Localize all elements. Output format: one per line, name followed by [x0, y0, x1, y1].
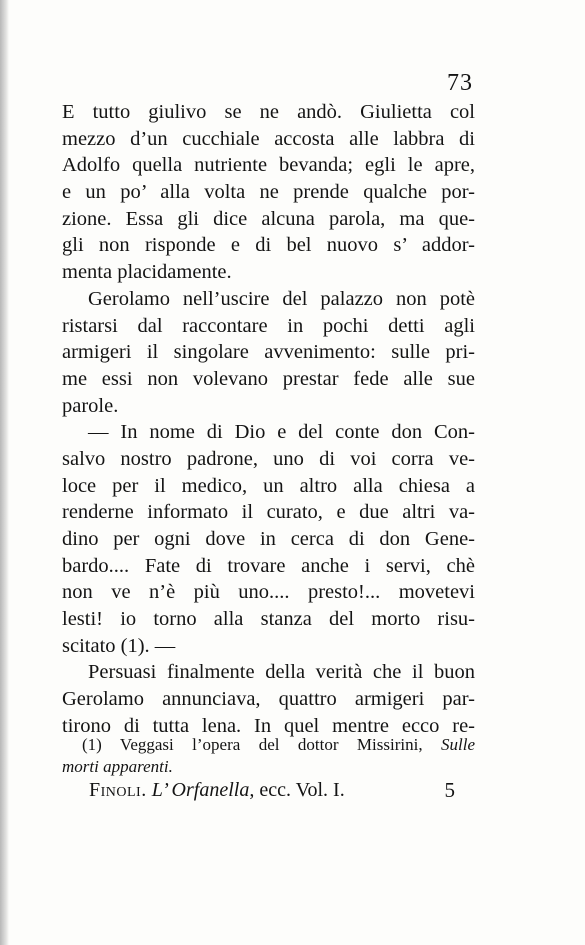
text-line: dino per ogni dove in cerca di don Gene- — [62, 528, 475, 550]
text-line: tirono di tutta lena. In quel mentre ecco re- — [62, 714, 475, 737]
text-line: gli non risponde e di bel nuovo s’ addor- — [62, 234, 475, 257]
text-line: bardo.... Fate di trovare anche i servi, chè — [62, 554, 475, 577]
text-line: salvo nostro padrone, uno di voi corra ve- — [62, 447, 475, 470]
text-line: non ve n’è più uno.... presto!... movetevi — [62, 581, 475, 604]
text-line: me essi non volevano prestar fede alle sue — [62, 367, 475, 390]
signature-author: Finoli. — [89, 779, 147, 801]
signature-volume: ecc. Vol. I. — [254, 779, 345, 801]
footnote-title: Sulle — [441, 735, 475, 754]
text-line: scitato (1). — — [62, 634, 176, 657]
signature-mark: 5 — [444, 778, 455, 802]
text-line: — In nome di Dio e del conte don Con- — [88, 421, 475, 444]
text-line: ristarsi dal raccontare in pochi detti agli — [62, 314, 475, 337]
text-line: e un po’ alla volta ne prende qualche por- — [62, 181, 475, 204]
text-line: Gerolamo annunciava, quattro armigeri par- — [62, 688, 475, 711]
signature-book-title: L’ Orfanella, — [151, 779, 255, 801]
text-line: zione. Essa gli dice alcuna parola, ma que- — [62, 207, 475, 230]
footnote-title-cont: morti apparenti. — [62, 757, 173, 776]
footnote-line — [62, 734, 475, 756]
page-binding-edge — [0, 0, 9, 945]
text-line: E tutto giulivo se ne andò. Giulietta col — [62, 101, 475, 123]
text-line: armigeri il singolare avvenimento: sulle pri- — [62, 341, 475, 364]
text-line: Adolfo quella nutriente bevanda; egli le apre, — [62, 154, 475, 177]
text-line: renderne informato il curato, e due altri va- — [62, 501, 475, 524]
text-line: parole. — [62, 394, 119, 417]
text-line: Gerolamo nell’uscire del palazzo non potè — [88, 287, 475, 310]
text-line: Persuasi finalmente della verità che il buon — [88, 661, 475, 684]
page-number: 73 — [447, 70, 473, 96]
footnote-line — [62, 756, 475, 778]
text-line: menta placidamente. — [62, 261, 232, 284]
signature-line — [89, 777, 455, 803]
text-line: lesti! io torno alla stanza del morto risu- — [62, 608, 475, 631]
text-line: mezzo d’un cucchiale accosta alle labbra di — [62, 127, 475, 150]
footnote — [62, 734, 475, 778]
text-line: loce per il medico, un altro alla chiesa a — [62, 474, 475, 497]
body-text — [62, 99, 475, 740]
footnote-text: (1) Veggasi l’opera del dottor Missirini, — [82, 735, 441, 754]
